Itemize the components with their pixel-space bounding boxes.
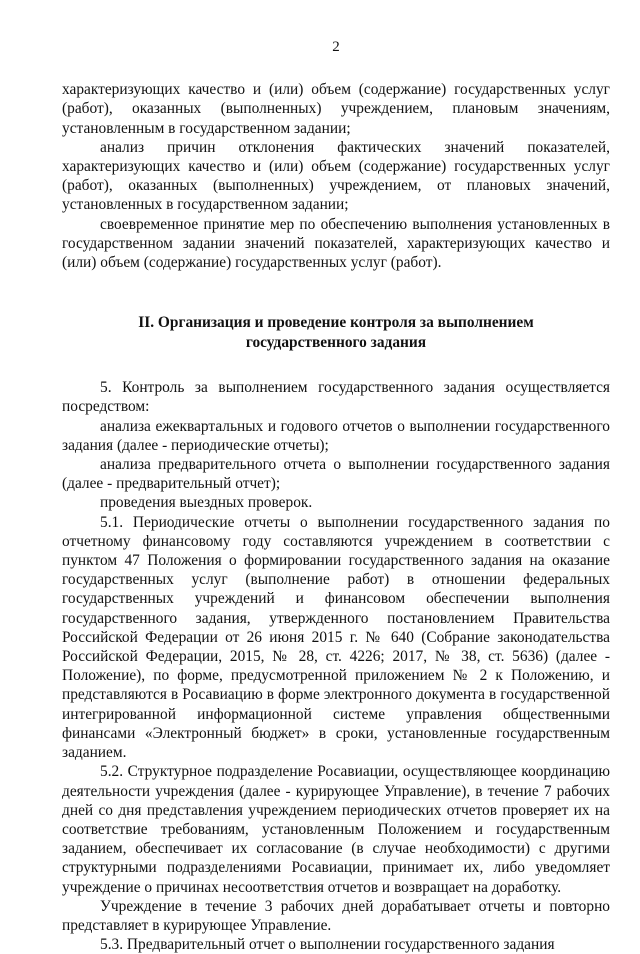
paragraph: 5. Контроль за выполнением государственного задания осуществляется посредством:: [62, 379, 610, 416]
paragraph: анализа ежеквартальных и годового отчетов о выполнении государственного задания (далее - периодические отчеты);: [62, 417, 610, 454]
paragraph: характеризующих качество и (или) объем (содержание) государственных услуг (работ), оказанных (выполненных) учреждением, плановым значениям, установленным в государственном задании;: [62, 81, 610, 137]
paragraph: 5.2. Структурное подразделение Росавиации, осуществляющее координацию деятельности учреждения (далее - курирующее Управление), в течение 7 рабочих дней со дня представления учреждением периодических отчетов проверяет их на соответствие требованиям, установленным Положением и государственным заданием, обеспечивает их согласование (в случае необходимости) с другими структурными подразделениями Росавиации, принимает их, либо уведомляет учреждение о причинах несоответствия отчетов и возвращает на доработку.: [62, 763, 610, 896]
section-heading: [62, 313, 610, 352]
section-heading-line1: II. Организация и проведение контроля за выполнением: [138, 314, 534, 332]
paragraph: 5.1. Периодические отчеты о выполнении государственного задания по отчетному финансовому году составляются учреждением в соответствии с пунктом 47 Положения о формировании государственного задания на оказание государственных услуг (выполнение работ) в отношении федеральных государственных учреждений и финансовом обеспечении выполнения государственного задания, утвержденного постановлением Правительства Российской Федерации от 26 июня 2015 г. № 640 (Собрание законодательства Российской Федерации, 2015, № 28, ст. 4226; 2017, № 38, ст. 5636) (далее - Положение), по форме, предусмотренной приложением № 2 к Положению, и представляются в Росавиацию в форме электронного документа в государственной интегрированной информационной системе управления общественными финансами «Электронный бюджет» в сроки, установленные государственным заданием.: [62, 513, 610, 762]
page-number: 2: [332, 39, 340, 55]
paragraph: анализ причин отклонения фактических значений показателей, характеризующих качество и (или) объем (содержание) государственных услуг (работ), оказанных (выполненных) учреждением, от плановых значений, установленных в государственном задании;: [62, 138, 610, 214]
paragraph: своевременное принятие мер по обеспечению выполнения установленных в государственном задании значений показателей, характеризующих качество и (или) объем (содержание) государственных услуг (работ).: [62, 215, 610, 272]
section-heading-line2: государственного задания: [245, 333, 427, 351]
main-paragraphs: [62, 378, 610, 954]
paragraph: 5.3. Предварительный отчет о выполнении государственного задания: [100, 936, 555, 954]
paragraph: проведения выездных проверок.: [100, 494, 313, 512]
top-paragraphs: [62, 80, 610, 272]
paragraph: Учреждение в течение 3 рабочих дней дорабатывает отчеты и повторно представляет в курирующее Управление.: [62, 897, 610, 934]
paragraph: анализа предварительного отчета о выполнении государственного задания (далее - предварительный отчет);: [62, 456, 610, 493]
